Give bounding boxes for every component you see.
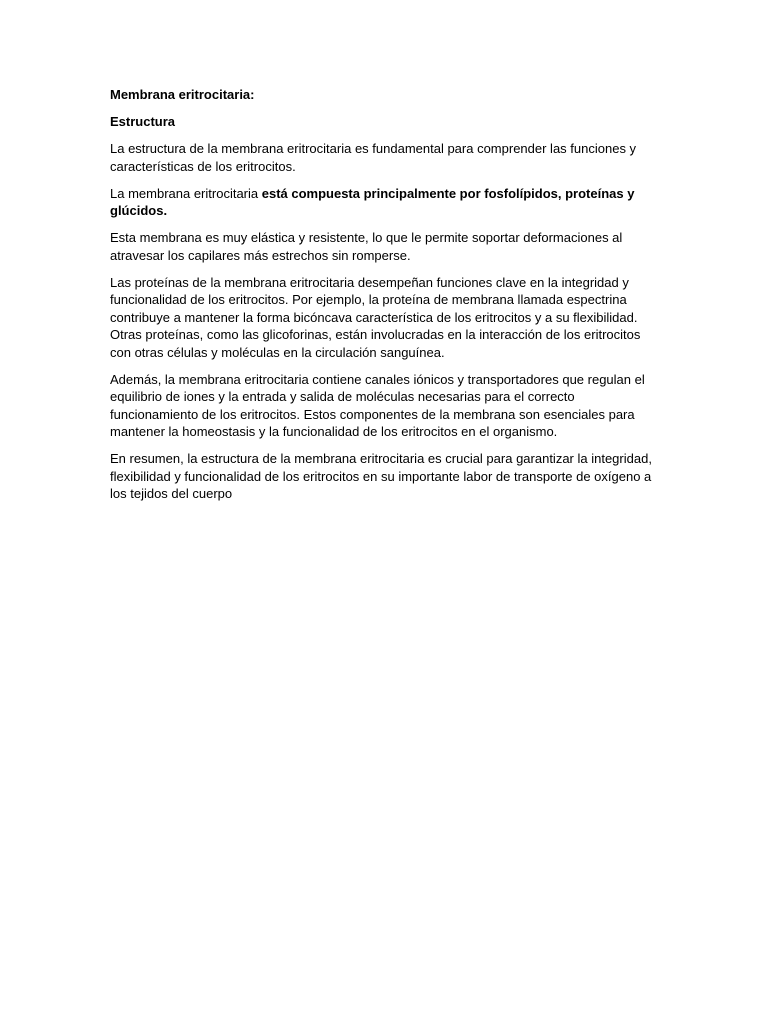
paragraph-intro: La estructura de la membrana eritrocitaria es fundamental para comprender las funciones y características de los eritrocitos.	[110, 141, 637, 174]
paragraph-ion-channels: Además, la membrana eritrocitaria contiene canales iónicos y transportadores que regulan el equilibrio de iones y la entrada y salida de moléculas necesarias para el correcto funcionamiento de los eritrocitos. Estos componentes de la membrana son esenciales para mantener la homeostasis y la funcionalidad de los eritrocitos en el organismo.	[110, 371, 645, 439]
paragraph-proteins: Las proteínas de la membrana eritrocitaria desempeñan funciones clave en la integridad y funcionalidad de los eritrocitos. Por ejemplo, la proteína de membrana llamada espectrina contribuye a mantener la forma bicóncava característica de los eritrocitos y a su flexibilidad. Otras proteínas, como las glicoforinas, están involucradas en la interacción de los eritrocitos con otras células y moléculas en la circulación sanguínea.	[110, 274, 641, 360]
document-body	[110, 86, 662, 512]
paragraph-summary: En resumen, la estructura de la membrana eritrocitaria es crucial para garantizar la integridad, flexibilidad y funcionalidad de los eritrocitos en su importante labor de transporte de oxígeno a los tejidos del cuerpo	[110, 451, 652, 501]
paragraph-composition-lead: La membrana eritrocitaria	[110, 185, 262, 201]
section-heading: Estructura	[110, 114, 176, 129]
paragraph-composition-bold: está compuesta principalmente por fosfolípidos, proteínas y glúcidos.	[110, 185, 635, 218]
document-title: Membrana eritrocitaria:	[110, 87, 255, 102]
paragraph-composition	[110, 185, 662, 220]
paragraph-elasticity: Esta membrana es muy elástica y resistente, lo que le permite soportar deformaciones al atravesar los capilares más estrechos sin romperse.	[110, 230, 623, 263]
